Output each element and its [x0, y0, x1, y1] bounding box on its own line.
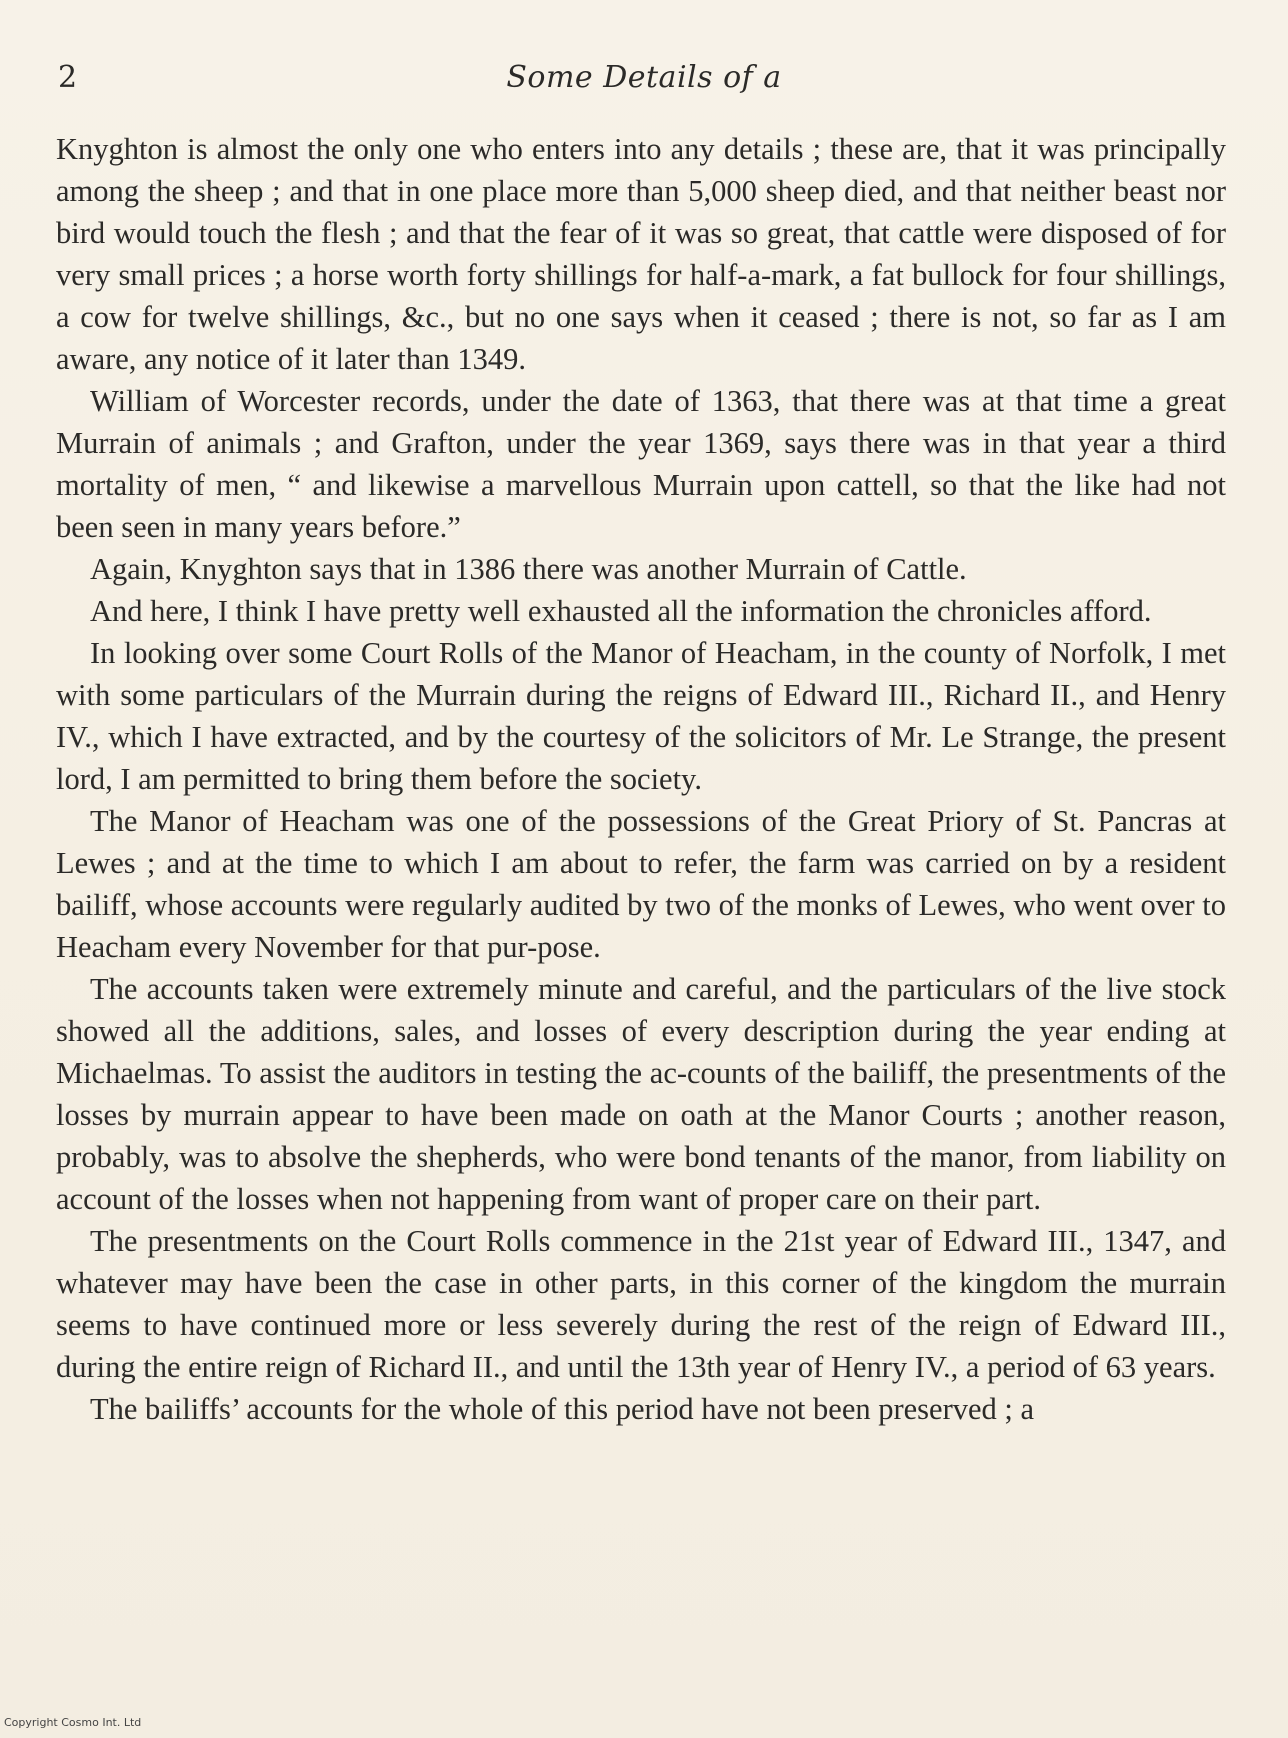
- paragraph: William of Worcester records, under the date of 1363, that there was at that time a great Murrain of animals ; and Grafton, under the year 1369, says there was in that year a third mortality of men, “ and likewise a marvellous Murrain upon cattell, so that the like had not been seen in many years before.”: [56, 384, 1226, 544]
- paragraph: In looking over some Court Rolls of the Manor of Heacham, in the county of Norfolk, I met with some particulars of the Murrain during the reigns of Edward III., Richard II., and Henry IV., which I have extracted, and by the courtesy of the solicitors of Mr. Le Strange, the present lord, I am permitted to bring them before the society.: [56, 636, 1226, 796]
- paragraph: Knyghton is almost the only one who enters into any details ; these are, that it was principally among the sheep ; and that in one place more than 5,000 sheep died, and that neither beast nor bird would touch the flesh ; and that the fear of it was so great, that cattle were disposed of for very small prices ; a horse worth forty shillings for half-a-mark, a fat bullock for four shillings, a cow for twelve shillings, &c., but no one says when it ceased ; there is not, so far as I am aware, any notice of it later than 1349.: [56, 132, 1226, 376]
- body-text: [56, 128, 1226, 1430]
- paragraph: Again, Knyghton says that in 1386 there was another Murrain of Cattle.: [90, 552, 967, 586]
- paragraph: The accounts taken were extremely minute and careful, and the particulars of the live stock showed all the additions, sales, and losses of every description during the year ending at Michaelmas. To assist the auditors in testing the ac-counts of the bailiff, the presentments of the losses by murrain appear to have been made on oath at the Manor Courts ; another reason, probably, was to absolve the shepherds, who were bond tenants of the manor, from liability on account of the losses when not happening from want of proper care on their part.: [56, 972, 1226, 1216]
- paragraph: The Manor of Heacham was one of the possessions of the Great Priory of St. Pancras at Lewes ; and at the time to which I am about to refer, the farm was carried on by a resident bailiff, whose accounts were regularly audited by two of the monks of Lewes, who went over to Heacham every November for that pur-pose.: [56, 804, 1226, 964]
- page-number: 2: [58, 60, 78, 95]
- copyright-watermark: Copyright Cosmo Int. Ltd: [4, 1716, 142, 1729]
- paragraph: And here, I think I have pretty well exhausted all the information the chronicles afford.: [90, 594, 1152, 628]
- paragraph: The bailiffs’ accounts for the whole of this period have not been preserved ; a: [90, 1392, 1035, 1426]
- running-title: Some Details of a: [506, 60, 782, 95]
- paragraph: The presentments on the Court Rolls commence in the 21st year of Edward III., 1347, and whatever may have been the case in other parts, in this corner of the kingdom the murrain seems to have continued more or less severely during the rest of the reign of Edward III., during the entire reign of Richard II., and until the 13th year of Henry IV., a period of 63 years.: [56, 1224, 1226, 1384]
